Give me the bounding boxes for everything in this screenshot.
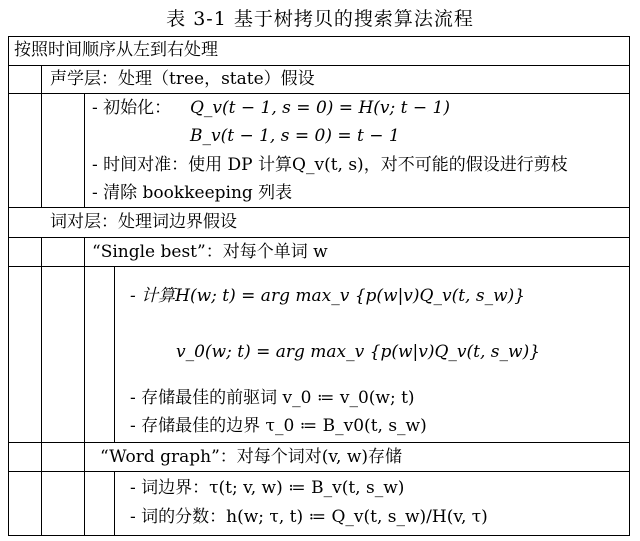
table-right-border	[629, 36, 630, 536]
row-divider	[8, 207, 630, 208]
single-best-heading: “Single best”：对每个单词 w	[92, 242, 328, 262]
indent-line	[114, 266, 115, 443]
word-boundary: - 词边界：τ(t; v, w) ≔ B_v(t, s_w)	[130, 478, 405, 498]
indent-line	[84, 237, 85, 536]
row-divider	[8, 65, 630, 66]
indent-line	[41, 65, 42, 208]
store-boundary: - 存储最佳的边界 τ_0 ≔ B_v0(t, s_w)	[130, 416, 427, 436]
table-bottom-border	[8, 535, 630, 536]
row-divider	[8, 237, 630, 238]
table-left-border	[8, 36, 9, 536]
word-graph-heading: “Word graph”：对每个词对(v, w)存储	[100, 447, 403, 467]
init-equation-2: B_v(t − 1, s = 0) = t − 1	[190, 126, 400, 146]
row-divider	[8, 471, 630, 472]
row-divider	[8, 93, 630, 94]
row-divider	[8, 442, 630, 443]
init-label: - 初始化：	[92, 98, 172, 118]
init-equation-1: Q_v(t − 1, s = 0) = H(v; t − 1)	[190, 98, 450, 118]
table-header: 按照时间顺序从左到右处理	[14, 40, 218, 60]
acoustic-layer-title: 声学层：处理（tree，state）假设	[50, 69, 315, 89]
calc-v0-equation: v_0(w; t) = arg max_v {p(w|v)Q_v(t, s_w)}	[176, 342, 541, 362]
word-layer-title: 词对层：处理词边界假设	[50, 212, 237, 232]
indent-line	[114, 471, 115, 536]
time-alignment: - 时间对准：使用 DP 计算Q_v(t, s)，对不可能的假设进行剪枝	[92, 155, 568, 175]
word-score: - 词的分数：h(w; τ, t) ≔ Q_v(t, s_w)/H(v, τ)	[130, 507, 488, 527]
table-caption: 表 3-1 基于树拷贝的搜索算法流程	[166, 8, 474, 30]
table-top-border	[8, 36, 630, 37]
indent-line	[41, 237, 42, 536]
calc-h-equation: - 计算H(w; t) = arg max_v {p(w|v)Q_v(t, s_w)}	[130, 286, 526, 306]
clear-bookkeeping: - 清除 bookkeeping 列表	[92, 183, 293, 203]
store-predecessor: - 存储最佳的前驱词 v_0 ≔ v_0(w; t)	[130, 388, 415, 408]
row-divider	[8, 266, 630, 267]
indent-line	[84, 93, 85, 208]
